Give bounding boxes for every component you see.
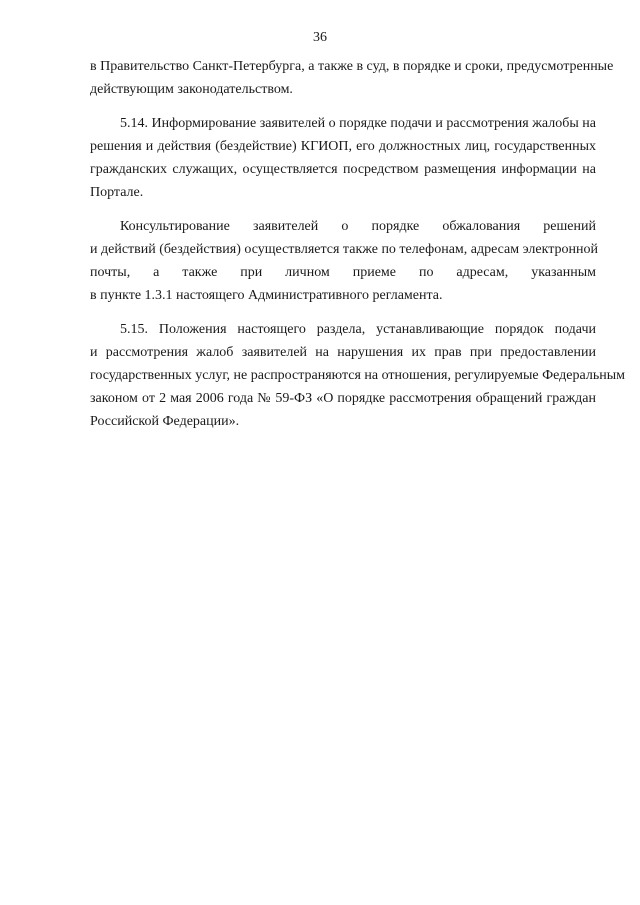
paragraph-5-14: [90, 112, 596, 204]
text-line: действующим законодательством.: [90, 82, 293, 97]
document-body: [90, 55, 625, 433]
text-line: законом от 2 мая 2006 года № 59-ФЗ «О порядке рассмотрения обращений граждан: [90, 391, 596, 406]
text-line: Портале.: [90, 185, 144, 200]
text-line: гражданских служащих, осуществляется посредством размещения информации на: [90, 162, 596, 177]
page-number: 36: [313, 30, 327, 45]
text-line: и действий (бездействия) осуществляется также по телефонам, адресам электронной: [90, 242, 598, 257]
text-line: почты, а также при личном приеме по адресам, указанным: [90, 265, 596, 280]
paragraph-5-15: [90, 318, 625, 433]
text-line: в пункте 1.3.1 настоящего Административного регламента.: [90, 288, 443, 303]
text-line: государственных услуг, не распространяются на отношения, регулируемые Федеральным: [90, 368, 625, 383]
text-line: 5.15. Положения настоящего раздела, устанавливающие порядок подачи: [120, 322, 596, 337]
text-line: решения и действия (бездействие) КГИОП, его должностных лиц, государственных: [90, 139, 596, 154]
text-line: Консультирование заявителей о порядке обжалования решений: [120, 219, 596, 234]
paragraph-consultation: [90, 215, 596, 307]
text-line: в Правительство Санкт-Петербурга, а также в суд, в порядке и сроки, предусмотренные: [90, 59, 614, 74]
text-line: Российской Федерации».: [90, 414, 240, 429]
paragraph-continuation: [90, 55, 614, 101]
text-line: 5.14. Информирование заявителей о порядке подачи и рассмотрения жалобы на: [120, 116, 596, 131]
text-line: и рассмотрения жалоб заявителей на нарушения их прав при предоставлении: [90, 345, 596, 360]
